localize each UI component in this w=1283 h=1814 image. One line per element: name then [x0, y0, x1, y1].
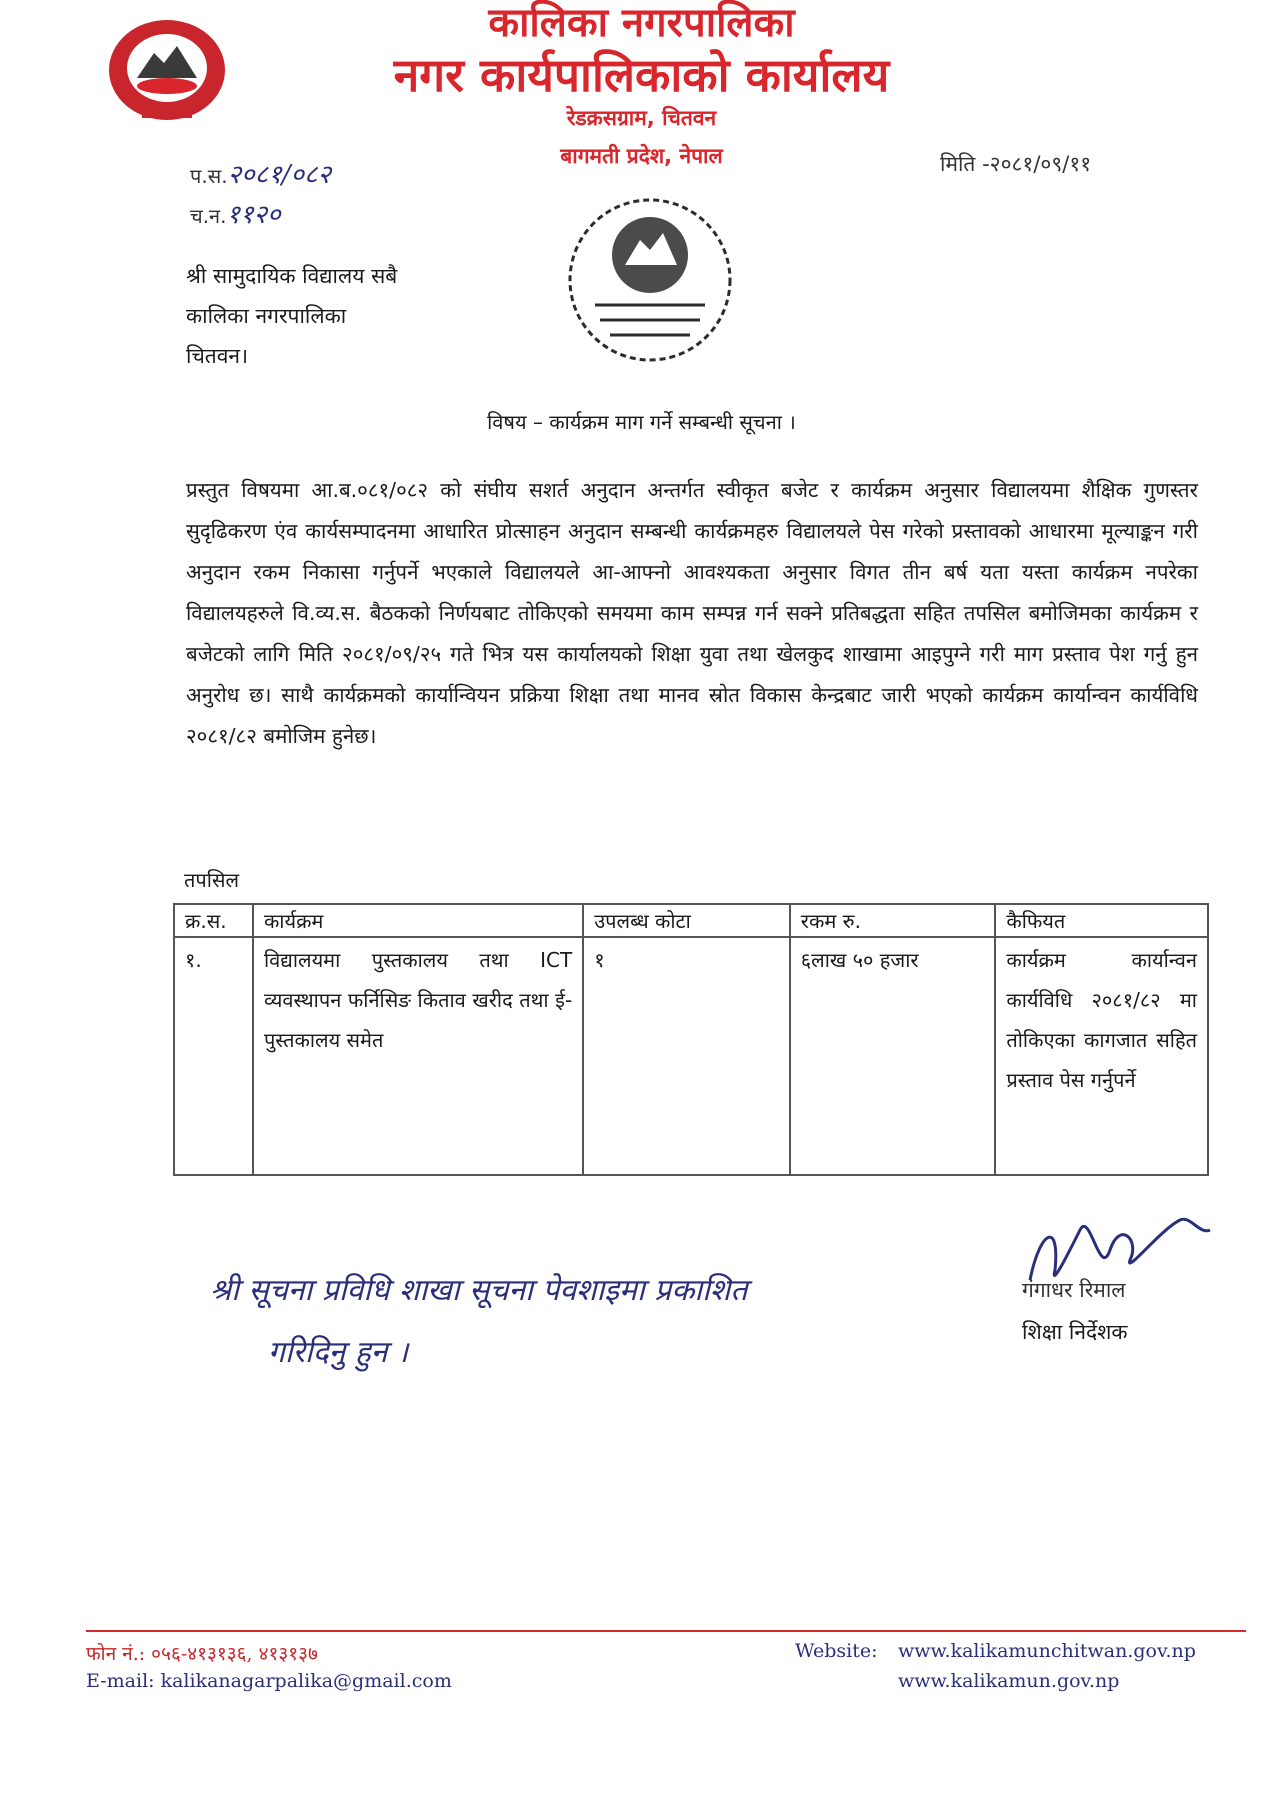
table-row: [174, 937, 1208, 1175]
cell-amount: ६लाख ५० हजार: [790, 937, 996, 1175]
recipient-line-2: कालिका नगरपालिका: [186, 304, 347, 328]
handwritten-note-line-1: श्री सूचना प्रविधि शाखा सूचना पेवशाइमा प्रकाशित: [210, 1273, 748, 1308]
recipient-line-1: श्री सामुदायिक विद्यालय सबै: [186, 264, 398, 288]
footer-divider: [86, 1630, 1246, 1632]
cell-quota: १: [583, 937, 790, 1175]
footer-phone: फोन नं.: ०५६-४१३१३६, ४१३१३७: [86, 1643, 318, 1665]
footer-email: E-mail: kalikanagarpalika@gmail.com: [86, 1670, 452, 1692]
reference-label: प.स.: [190, 164, 228, 188]
footer-website-label: Website:: [795, 1640, 878, 1662]
table-header-row: [174, 904, 1208, 937]
signatory-name: गंगाधर रिमाल: [1022, 1278, 1126, 1302]
program-table: [173, 903, 1209, 1176]
header-sn: क्र.स.: [174, 904, 253, 937]
cell-sn: १.: [174, 937, 253, 1175]
office-province: बागमती प्रदेश, नेपाल: [560, 144, 723, 168]
office-stamp: [555, 185, 745, 380]
header-remarks: कैफियत: [995, 904, 1208, 937]
office-location: रेडक्रसग्राम, चितवन: [566, 106, 717, 130]
dispatch-value: ११२०: [226, 200, 281, 230]
header-amount: रकम रु.: [790, 904, 996, 937]
header-quota: उपलब्ध कोटा: [583, 904, 790, 937]
municipality-name: कालिका नगरपालिका: [488, 0, 795, 46]
dispatch-label: च.न.: [190, 204, 227, 228]
dispatch-number: [190, 195, 281, 231]
recipient-line-3: चितवन।: [186, 344, 249, 368]
header-program: कार्यक्रम: [253, 904, 583, 937]
footer-website-1[interactable]: www.kalikamunchitwan.gov.np: [898, 1640, 1196, 1662]
signatory-title: शिक्षा निर्देशक: [1022, 1320, 1128, 1344]
footer-website-2[interactable]: www.kalikamun.gov.np: [898, 1670, 1120, 1692]
reference-value: २०८१/०८२: [227, 160, 332, 190]
handwritten-note-line-2: गरिदिनु हुन ।: [268, 1335, 409, 1370]
letter-subject: विषय – कार्यक्रम माग गर्ने सम्बन्धी सूचना ।: [487, 410, 796, 434]
cell-remarks: कार्यक्रम कार्यान्वन कार्यविधि २०८१/८२ मा तोकिएका कागजात सहित प्रस्ताव पेस गर्नुपर्ने: [995, 937, 1208, 1175]
cell-program: विद्यालयमा पुस्तकालय तथा ICT व्यवस्थापन फर्निसिङ किताव खरीद तथा ई- पुस्तकालय समेत: [253, 937, 583, 1175]
tapsil-heading: तपसिल: [184, 868, 240, 892]
letter-body: प्रस्तुत विषयमा आ.ब.०८१/०८२ को संघीय सशर्त अनुदान अन्तर्गत स्वीकृत बजेट र कार्यक्रम अनुसार विद्यालयमा शैक्षिक गुणस्तर सुदृढिकरण एंव कार्यसम्पादनमा आधारित प्रोत्साहन अनुदान सम्बन्धी कार्यक्रमहरु विद्यालयले पेस गरेको प्रस्तावको आधारमा मूल्याङ्कन गरी अनुदान रकम निकासा गर्नुपर्ने भएकाले विद्यालयले आ-आफ्नो आवश्यकता अनुसार विगत तीन बर्ष यता यस्ता कार्यक्रम नपरेका विद्यालयहरुले वि.व्य.स. बैठकको निर्णयबाट तोकिएको समयमा काम सम्पन्न गर्न सक्ने प्रतिबद्धता सहित तपसिल बमोजिमका कार्यक्रम र बजेटको लागि मिति २०८१/०९/२५ गते भित्र यस कार्यालयको शिक्षा युवा तथा खेलकुद शाखामा आइपुग्ने गरी माग प्रस्ताव पेश गर्नु हुन अनुरोध छ। साथै कार्यक्रमको कार्यान्वियन प्रक्रिया शिक्षा तथा मानव स्रोत विकास केन्द्रबाट जारी भएको कार्यक्रम कार्यान्वन कार्यविधि २०८१/८२ बमोजिम हुनेछ।: [186, 478, 1198, 748]
office-name: नगर कार्यपालिकाको कार्यालय: [393, 48, 890, 102]
letter-date: मिति -२०८१/०९/११: [940, 152, 1092, 176]
reference-number: [190, 155, 331, 191]
